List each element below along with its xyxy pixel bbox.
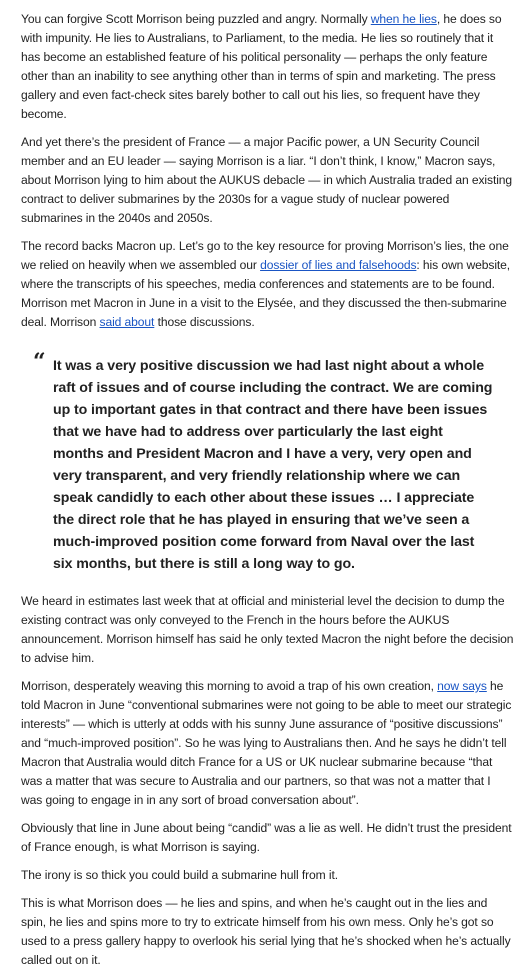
quote-text: It was a very positive discussion we had last night about a whole raft of issues and of course including the contract. We are coming up to important gates in that contract and there have been issues that we have had to address over particularly the last eight months and President Macron and I have a very, very open and very transparent, and very friendly relationship where we can speak candidly to each other about these issues … I appreciate the direct role that he has played in ensuring that we’ve seen a much-improved position come forward from Naval over the last six months, but there is still a long way to go. [53, 358, 493, 572]
paragraph-text: The record backs Macron up. Let’s go to the key resource for proving Morrison’s lies, the one we relied on heavily when we assembled our [21, 239, 509, 272]
paragraph-text: he told Macron in June “conventional submarines were not going to be able to meet our strategic interests” — which is utterly at odds with his sunny June assurance of “positive discussions” and “much-improved position”. So he was lying to Australians then. And he says he didn’t tell Macron that Australia would ditch France for a US or UK nuclear submarine because “that was a matter that was secure to Australia and our partners, so that was not a matter that I was going to engage in in any sort of broad conversation about”. [21, 679, 512, 807]
paragraph-5 [21, 677, 514, 810]
paragraph-text: Morrison, desperately weaving this morning to avoid a trap of his own creation, [21, 679, 438, 693]
quote-mark-icon: “ [33, 349, 46, 375]
blockquote [21, 349, 514, 575]
link-said-about[interactable]: said about [99, 315, 155, 329]
link-dossier[interactable]: dossier of lies and falsehoods [260, 258, 417, 272]
paragraph-text: You can forgive Scott Morrison being puzzled and angry. Normally [21, 12, 371, 26]
link-when-he-lies[interactable]: when he lies [370, 12, 437, 26]
paragraph-1 [21, 10, 514, 124]
paragraph-text: those discussions. [154, 315, 255, 329]
paragraph-8: This is what Morrison does — he lies and spins, and when he’s caught out in the lies and spin, he lies and spins more to try to extricate himself from his own mess. Only he’s got so used to a press gallery happy to overlook his serial lying that he’s shocked when he’s actually called out on it. [21, 896, 511, 967]
paragraph-text: : his own website, where the transcripts of his speeches, media conferences and statements are to be found. Morrison met Macron in June in a visit to the Elysée, and they discussed the then-submarine deal. Morrison [21, 258, 511, 329]
paragraph-6: Obviously that line in June about being “candid” was a lie as well. He didn’t trust the president of France enough, is what Morrison is saying. [21, 821, 512, 854]
paragraph-4: We heard in estimates last week that at official and ministerial level the decision to dump the existing contract was only conveyed to the French in the hours before the AUKUS announcement. Morrison himself has said he only texted Macron the night before the decision to advise him. [21, 594, 514, 665]
paragraph-text: , he does so with impunity. He lies to Australians, to Parliament, to the media. He lies so routinely that it has become an established feature of his political personality — perhaps the only feature other than an inability to see anything other than in terms of spin and marketing. The press gallery and even fact-check sites barely bother to call out his lies, so frequent have they become. [21, 12, 502, 121]
link-now-says[interactable]: now says [437, 679, 487, 693]
paragraph-3 [21, 237, 514, 332]
paragraph-7: The irony is so thick you could build a submarine hull from it. [21, 868, 339, 882]
paragraph-2: And yet there’s the president of France — a major Pacific power, a UN Security Council member and an EU leader — saying Morrison is a liar. “I don’t think, I know,” Macron says, about Morrison lying to him about the AUKUS debacle — in which Australia traded an existing contract to deliver submarines by the 2030s for a vague study of nuclear powered submarines in the 2040s and 2050s. [21, 135, 513, 225]
